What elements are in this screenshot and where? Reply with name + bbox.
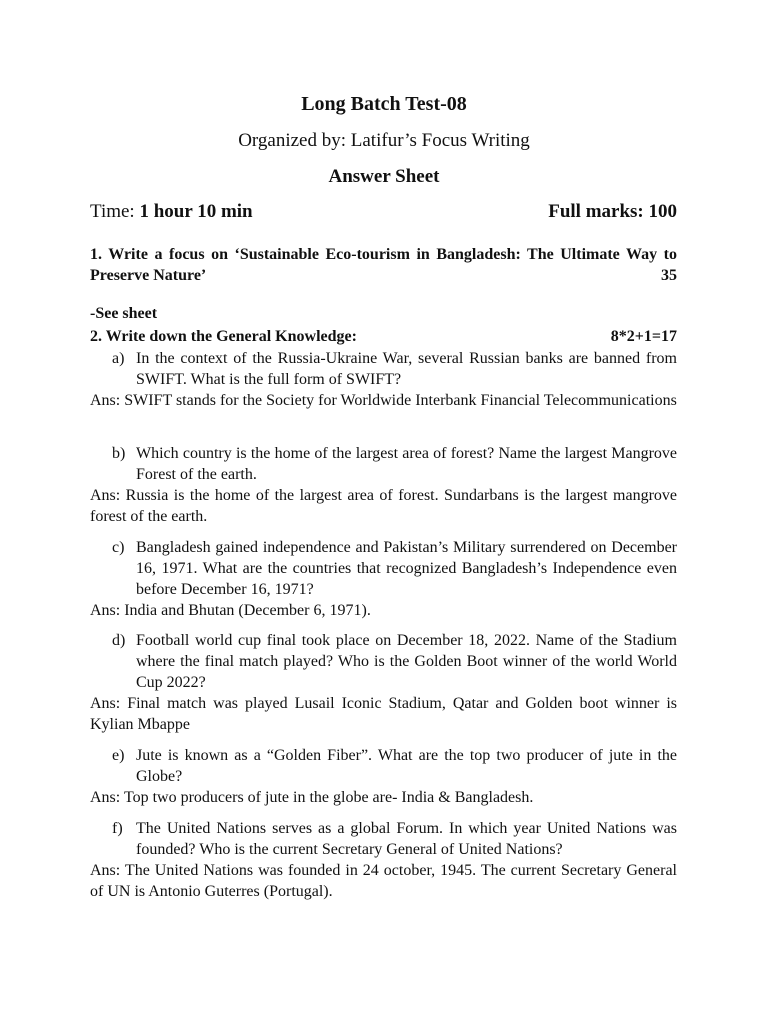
gk-item-f: [90, 818, 677, 902]
document-title: Long Batch Test-08: [301, 93, 467, 115]
full-marks: Full marks: 100: [548, 201, 677, 222]
gk-answer: Ans: Russia is the home of the largest area of forest. Sundarbans is the largest mangrove forest of the earth.: [90, 487, 677, 525]
gk-question: [90, 443, 677, 485]
gk-answer: Ans: India and Bhutan (December 6, 1971).: [90, 602, 371, 619]
time-value: 1 hour 10 min: [139, 201, 253, 222]
gk-question: [90, 818, 677, 860]
gk-answer: Ans: Top two producers of jute in the globe are- India & Bangladesh.: [90, 789, 534, 806]
question-2-text: 2. Write down the General Knowledge:: [90, 328, 357, 345]
gk-question-text: Football world cup final took place on December 18, 2022. Name of the Stadium where the final match played? Who is the Golden Boot winner of the world World Cup 2022?: [136, 632, 677, 691]
gk-question-text: In the context of the Russia-Ukraine War, several Russian banks are banned from SWIFT. What is the full form of SWIFT?: [136, 350, 677, 388]
time-label: Time:: [90, 201, 140, 222]
gk-label: e): [112, 747, 125, 764]
gk-label: c): [112, 539, 125, 556]
gk-answer: Ans: Final match was played Lusail Iconic Stadium, Qatar and Golden boot winner is Kylian Mbappe: [90, 695, 677, 733]
question-1: [90, 244, 677, 286]
see-sheet-note: -See sheet: [90, 305, 158, 322]
gk-item-e: [90, 745, 677, 808]
gk-question: [90, 745, 677, 787]
gk-item-c: [90, 537, 677, 621]
gk-label: d): [112, 632, 126, 649]
time-info: [90, 201, 253, 223]
gk-question-text: The United Nations serves as a global Forum. In which year United Nations was founded? Who is the current Secretary General of United Nations?: [136, 820, 677, 858]
gk-question: [90, 630, 677, 693]
gk-question: [90, 348, 677, 390]
gk-question-text: Bangladesh gained independence and Pakistan’s Military surrendered on December 16, 1971. What are the countries that recognized Bangladesh’s Independence even before December 16, 1971?: [136, 539, 677, 598]
gk-item-a: [90, 348, 677, 411]
gk-question-text: Which country is the home of the largest area of forest? Name the largest Mangrove Forest of the earth.: [136, 445, 677, 483]
time-marks-row: [90, 201, 677, 223]
gk-item-b: [90, 443, 677, 527]
gk-answer: Ans: SWIFT stands for the Society for Worldwide Interbank Financial Telecommunications: [90, 392, 677, 409]
gk-question: [90, 537, 677, 600]
gk-question-text: Jute is known as a “Golden Fiber”. What are the top two producer of jute in the Globe?: [136, 747, 677, 785]
question-1-marks: 35: [661, 267, 677, 284]
question-2-header: [90, 326, 677, 347]
sheet-subtitle: Answer Sheet: [328, 166, 440, 187]
question-1-text: 1. Write a focus on ‘Sustainable Eco-tourism in Bangladesh: The Ultimate Way to Preserve Nature’: [90, 246, 677, 284]
gk-label: b): [112, 445, 126, 462]
gk-label: f): [112, 820, 123, 837]
gk-label: a): [112, 350, 125, 367]
gk-item-d: [90, 630, 677, 735]
organizer-line: Organized by: Latifur’s Focus Writing: [238, 130, 530, 151]
gk-answer: Ans: The United Nations was founded in 24 october, 1945. The current Secretary General of UN is Antonio Guterres (Portugal).: [90, 862, 677, 900]
question-2-marks: 8*2+1=17: [610, 328, 677, 345]
